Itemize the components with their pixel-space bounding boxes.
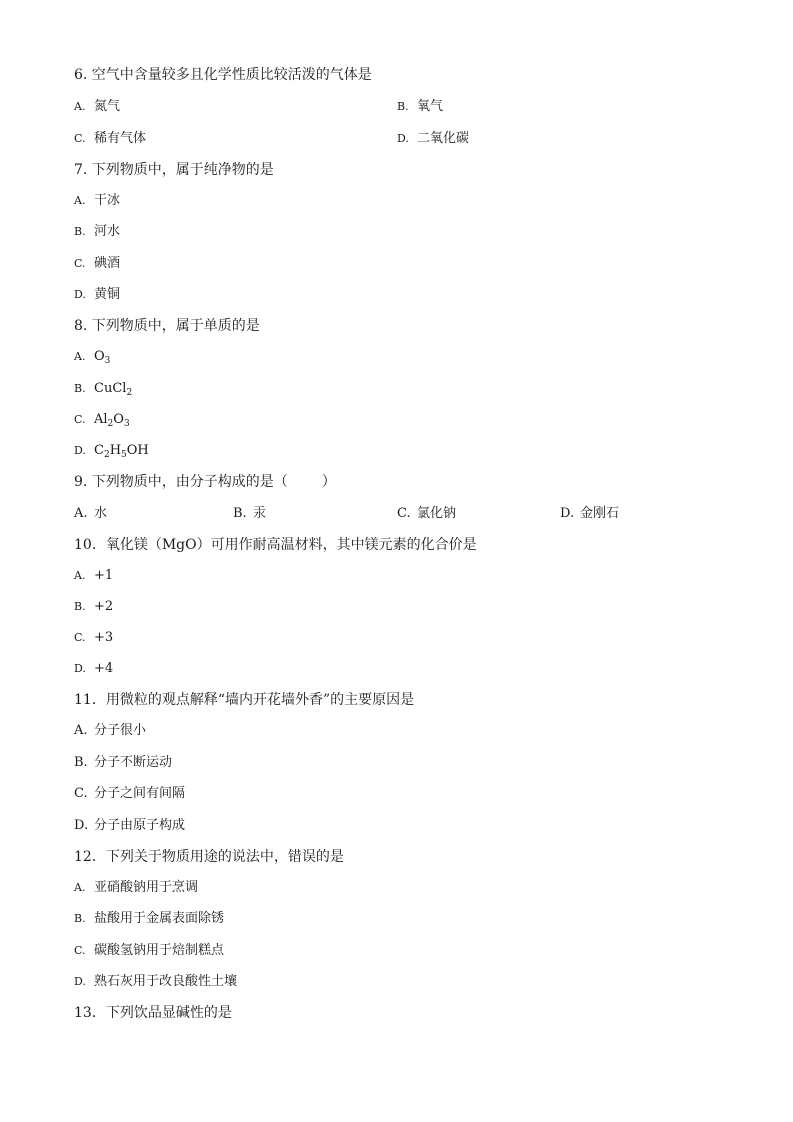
option-label: D.	[74, 818, 89, 833]
option-label: A.	[74, 350, 86, 363]
option-label: C.	[397, 506, 411, 521]
question-12-option-c[interactable]	[74, 942, 224, 960]
option-label: B.	[74, 912, 86, 925]
option-text: 碘酒	[94, 256, 121, 271]
option-text: 分子之间有间隔	[94, 786, 186, 801]
option-text: 干冰	[94, 193, 121, 208]
option-text: 盐酸用于金属表面除锈	[94, 911, 225, 926]
question-12-option-b[interactable]	[74, 910, 224, 928]
question-7-option-c[interactable]	[74, 255, 120, 273]
formula-c2h5oh: $C_2H_5OH$	[94, 443, 149, 460]
question-12-stem: 12．下列关于物质用途的说法中，错误的是	[74, 849, 344, 865]
option-label: A.	[74, 100, 86, 113]
question-6-option-c[interactable]	[74, 130, 146, 148]
question-7-stem: 7. 下列物质中，属于纯净物的是	[74, 162, 274, 178]
option-label: A.	[74, 881, 86, 894]
formula-al2o3: $Al_2O_3$	[94, 412, 130, 429]
option-label: D.	[397, 132, 409, 145]
question-8-option-c[interactable]	[74, 411, 130, 429]
option-label: D.	[74, 444, 86, 457]
option-label: A.	[74, 194, 86, 207]
option-text: 金刚石	[580, 506, 620, 521]
question-12-option-d[interactable]	[74, 973, 237, 991]
option-text: 亚硝酸钠用于烹调	[94, 880, 199, 895]
option-text: 碳酸氢钠用于焙制糕点	[94, 943, 225, 958]
question-6-option-a[interactable]	[74, 98, 120, 116]
option-text: 二氧化碳	[417, 131, 470, 146]
question-11-option-c[interactable]	[74, 785, 185, 803]
option-text: 氧气	[417, 99, 444, 114]
option-text: 分子不断运动	[94, 755, 173, 770]
question-8-stem: 8. 下列物质中，属于单质的是	[74, 318, 260, 334]
question-8-option-b[interactable]	[74, 380, 132, 398]
question-13-stem: 13．下列饮品显碱性的是	[74, 1005, 232, 1021]
option-text: 河水	[94, 224, 121, 239]
option-label: B.	[233, 506, 247, 521]
option-text: +4	[94, 661, 114, 676]
question-10-option-b[interactable]	[74, 598, 113, 616]
option-label: B.	[74, 382, 86, 395]
question-10-option-a[interactable]	[74, 567, 113, 585]
question-10-option-c[interactable]	[74, 629, 113, 647]
option-label: A.	[74, 723, 88, 738]
option-label: C.	[74, 631, 86, 644]
question-12-option-a[interactable]	[74, 879, 198, 897]
option-label: C.	[74, 413, 86, 426]
question-9-option-d[interactable]	[560, 505, 619, 523]
option-text: 分子由原子构成	[94, 818, 186, 833]
option-label: A.	[74, 506, 88, 521]
option-label: C.	[74, 257, 86, 270]
question-6-option-d[interactable]	[397, 130, 469, 148]
option-label: D.	[74, 662, 86, 675]
option-text: 氯化钠	[417, 506, 457, 521]
question-8-option-a[interactable]	[74, 348, 110, 366]
question-10-stem: 10．氧化镁（MgO）可用作耐高温材料，其中镁元素的化合价是	[74, 537, 477, 553]
option-text: 水	[94, 506, 108, 521]
option-label: D.	[560, 506, 575, 521]
option-text: 黄铜	[94, 287, 121, 302]
question-9-option-b[interactable]	[233, 505, 266, 523]
option-label: C.	[74, 132, 86, 145]
option-label: B.	[74, 755, 88, 770]
question-9-option-a[interactable]	[74, 505, 107, 523]
question-8-option-d[interactable]	[74, 442, 149, 460]
option-text: +1	[94, 568, 114, 583]
option-text: 汞	[253, 506, 267, 521]
option-label: D.	[74, 975, 86, 988]
option-text: 氮气	[94, 99, 121, 114]
question-7-option-b[interactable]	[74, 223, 120, 241]
option-label: B.	[397, 100, 409, 113]
question-11-option-d[interactable]	[74, 817, 185, 835]
question-6-stem: 6. 空气中含量较多且化学性质比较活泼的气体是	[74, 67, 372, 83]
question-10-option-d[interactable]	[74, 660, 113, 678]
option-label: B.	[74, 225, 86, 238]
question-9-option-c[interactable]	[397, 505, 456, 523]
option-text: 熟石灰用于改良酸性土壤	[94, 974, 238, 989]
question-6-option-b[interactable]	[397, 98, 443, 116]
option-text: 分子很小	[94, 723, 147, 738]
option-label: B.	[74, 600, 86, 613]
question-7-option-d[interactable]	[74, 286, 120, 304]
formula-cucl2: CuCl$_2$	[94, 381, 133, 398]
option-label: A.	[74, 569, 86, 582]
option-text: +2	[94, 599, 114, 614]
formula-o3: $O_3$	[94, 349, 111, 366]
option-label: C.	[74, 786, 88, 801]
question-7-option-a[interactable]	[74, 192, 120, 210]
question-11-option-b[interactable]	[74, 754, 172, 772]
question-11-option-a[interactable]	[74, 722, 146, 740]
option-label: C.	[74, 944, 86, 957]
question-9-stem: 9. 下列物质中，由分子构成的是（ ）	[74, 474, 336, 490]
option-label: D.	[74, 288, 86, 301]
option-text: 稀有气体	[94, 131, 147, 146]
option-text: +3	[94, 630, 114, 645]
question-11-stem: 11．用微粒的观点解释“墙内开花墙外香”的主要原因是	[74, 692, 415, 708]
